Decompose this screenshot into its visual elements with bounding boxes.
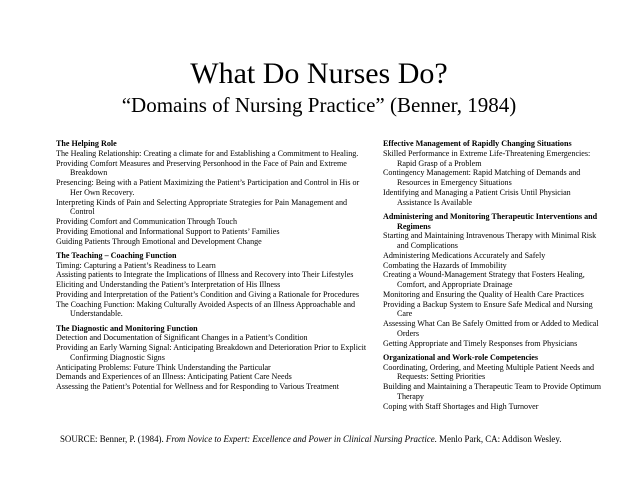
list-item: Detection and Documentation of Significant Changes in a Patient’s Condition bbox=[56, 333, 308, 343]
source-citation bbox=[60, 434, 620, 445]
list-item: Providing an Early Warning Signal: Anticipating Breakdown and Deterioration Prior to Explicit Confirming Diagnostic Signs bbox=[56, 343, 367, 362]
source-book-title: From Novice to Expert: Excellence and Power in Clinical Nursing Practice. bbox=[165, 434, 437, 444]
list-item: Skilled Performance in Extreme Life-Threatening Emergencies: Rapid Grasp of a Problem bbox=[383, 148, 591, 168]
list-item: Presencing: Being with a Patient Maximizing the Patient’s Participation and Control in His or Her Own Recovery. bbox=[56, 178, 360, 197]
section-heading: Effective Management of Rapidly Changing Situations bbox=[383, 139, 572, 148]
list-item: Building and Maintaining a Therapeutic Team to Provide Optimum Therapy bbox=[383, 382, 602, 401]
source-prefix: SOURCE: Benner, P. (1984). bbox=[60, 434, 166, 444]
list-item: Providing a Backup System to Ensure Safe Medical and Nursing Care bbox=[383, 299, 593, 319]
list-item: Providing and Interpretation of the Patient’s Condition and Giving a Rationale for Procedures bbox=[56, 289, 360, 299]
page-subtitle: “Domains of Nursing Practice” (Benner, 1984) bbox=[121, 93, 517, 117]
list-item: Assessing the Patient’s Potential for Wellness and for Responding to Various Treatment bbox=[56, 382, 339, 391]
list-item: The Coaching Function: Making Culturally Avoided Aspects of an Illness Approachable and Understandable. bbox=[56, 299, 356, 319]
section-teaching-coaching bbox=[56, 251, 370, 319]
list-item: Coping with Staff Shortages and High Turnover bbox=[383, 401, 539, 411]
list-item: Monitoring and Ensuring the Quality of Health Care Practices bbox=[383, 289, 584, 299]
section-diagnostic-monitoring bbox=[56, 324, 370, 392]
left-column bbox=[56, 139, 370, 396]
list-item: Administering Medications Accurately and Safely bbox=[383, 250, 546, 260]
list-item: Providing Comfort Measures and Preserving Personhood in the Face of Pain and Extreme Breakdown bbox=[56, 158, 347, 178]
section-heading: The Helping Role bbox=[56, 139, 117, 148]
list-item: Coordinating, Ordering, and Meeting Multiple Patient Needs and Requests: Setting Priorities bbox=[383, 362, 595, 382]
list-item: Contingency Management: Rapid Matching of Demands and Resources in Emergency Situations bbox=[383, 168, 581, 187]
list-item: Combating the Hazards of Immobility bbox=[383, 260, 507, 270]
right-column bbox=[383, 139, 605, 416]
list-item: Providing Comfort and Communication Through Touch bbox=[56, 217, 238, 226]
list-item: The Healing Relationship: Creating a climate for and Establishing a Commitment to Healing. bbox=[56, 148, 359, 158]
section-helping-role bbox=[56, 139, 370, 246]
section-organizational-competencies bbox=[383, 353, 605, 412]
source-suffix: Menlo Park, CA: Addison Wesley. bbox=[436, 434, 562, 444]
list-item: Eliciting and Understanding the Patient’s Interpretation of His Illness bbox=[56, 280, 281, 289]
list-item: Demands and Experiences of an Illness: Anticipating Patient Care Needs bbox=[56, 372, 292, 382]
list-item: Identifying and Managing a Patient Crisis Until Physician Assistance Is Available bbox=[383, 187, 571, 207]
list-item: Assisting patients to Integrate the Implications of Illness and Recovery into Their Lifestyles bbox=[56, 270, 354, 280]
section-rapidly-changing-situations bbox=[383, 139, 605, 207]
page-title: What Do Nurses Do? bbox=[190, 57, 448, 90]
list-item: Starting and Maintaining Intravenous Therapy with Minimal Risk and Complications bbox=[383, 231, 597, 250]
list-item: Timing: Capturing a Patient’s Readiness to Learn bbox=[56, 260, 216, 270]
section-heading: The Diagnostic and Monitoring Function bbox=[56, 323, 198, 333]
list-item: Creating a Wound-Management Strategy that Fosters Healing, Comfort, and Appropriate Drainage bbox=[383, 270, 585, 289]
section-heading: Organizational and Work-role Competencies bbox=[383, 352, 539, 362]
list-item: Interpreting Kinds of Pain and Selecting Appropriate Strategies for Pain Management and Control bbox=[56, 197, 348, 217]
section-heading: The Teaching – Coaching Function bbox=[56, 250, 177, 260]
list-item: Guiding Patients Through Emotional and Development Change bbox=[56, 236, 262, 246]
list-item: Anticipating Problems: Future Think Understanding the Particular bbox=[56, 362, 271, 372]
section-therapeutic-interventions bbox=[383, 212, 605, 349]
section-heading: Administering and Monitoring Therapeutic Interventions and Regimens bbox=[383, 211, 598, 231]
list-item: Assessing What Can Be Safely Omitted from or Added to Medical Orders bbox=[383, 319, 599, 338]
list-item: Providing Emotional and Informational Support to Patients’ Families bbox=[56, 226, 280, 236]
list-item: Getting Appropriate and Timely Responses from Physicians bbox=[383, 338, 578, 348]
